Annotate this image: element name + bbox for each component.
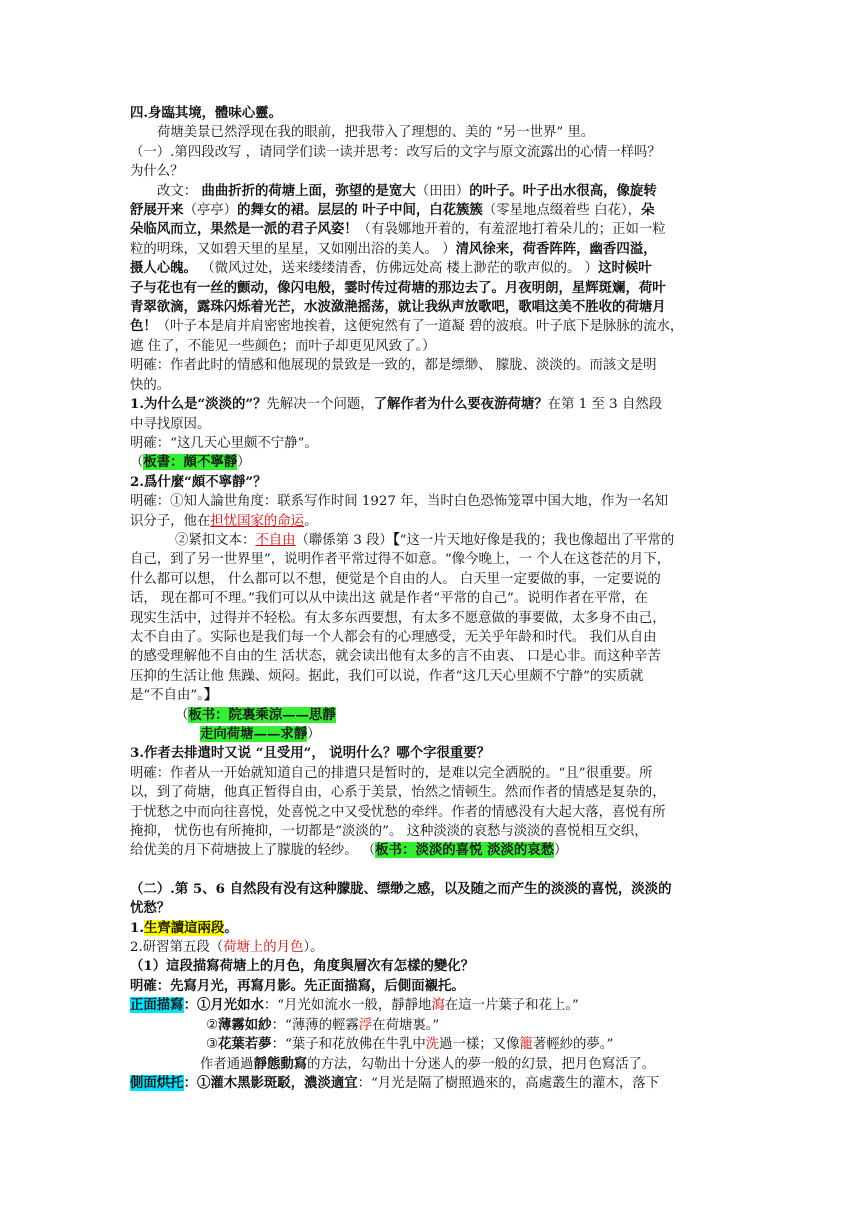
text-line [130, 880, 735, 899]
text-segment: （有袅娜地开着的，有羞涩地打着朵儿的；正如一粒 [357, 222, 666, 238]
text-segment: （零星地点缀着些 白花）， [482, 203, 642, 219]
text-segment: ：“薄薄的輕霧 [271, 1017, 359, 1033]
text-segment: 明確：“这几天心里颇不宁静”。 [130, 435, 318, 451]
text-segment: 板书：淡淡的喜悦 淡淡的哀愁 [375, 842, 555, 859]
text-segment: 正面描寫 [130, 997, 184, 1014]
text-segment: 是“不自由”。 [130, 688, 204, 704]
text-segment: ：“葉子和花放佛在牛乳中 [271, 1037, 426, 1053]
text-segment: 遮 住了，不能见一些颜色；而叶子却更见风致了。） [130, 338, 436, 354]
text-line [130, 589, 735, 608]
text-segment: 2.爲什麼“頗不寧靜”？ [130, 473, 267, 490]
text-segment: 荷塘上的月色 [223, 940, 304, 956]
text-line [130, 123, 735, 142]
text-line [130, 899, 735, 918]
text-line [130, 298, 735, 317]
text-segment: 识分子，他在 [130, 513, 211, 529]
text-segment: 快的。 [130, 377, 171, 393]
text-line [130, 201, 735, 220]
text-line [130, 919, 735, 938]
text-segment: 板書：頗不寧靜 [143, 454, 238, 471]
text-segment: 青翠欲滴，露珠闪烁着光芒，水波潋滟摇荡，就让我纵声放歌吧，歌唱这美不胜收的荷塘月 [130, 299, 666, 316]
text-segment: 舒展开来 [130, 202, 184, 219]
text-segment: 太不自由了。实际也是我们每一个人都会有的心理感受，无关乎年龄和时代。 我们从自由 [130, 629, 657, 645]
text-line [130, 822, 735, 841]
text-segment: 为什么？ [130, 164, 184, 180]
text-segment: ）。 [303, 940, 324, 956]
text-segment: 什么都可以想， 什么都可以不想，便觉是个自由的人。 白天里一定要做的事，一定要说的 [130, 571, 661, 587]
text-segment: 现实生活中，过得并不轻松。有太多东西要想，有太多不愿意做的事要做，太多身不由己， [130, 610, 666, 626]
text-segment: 朵临风而立，果然是一派的君子风姿！ [130, 221, 358, 238]
text-line [130, 706, 735, 725]
text-segment: 浮 [358, 1017, 373, 1033]
text-segment: 明確：①知人論世角度：联系写作时间 1927 年，当时白色恐怖笼罩中国大地，作为一名知 [130, 494, 669, 510]
text-segment: 花葉若夢 [218, 1036, 272, 1053]
text-segment: （叶子本是肩并肩密密地挨着，这便宛然有了一道凝 碧的波痕。叶子底下是脉脉的流水， [156, 319, 684, 335]
text-line [130, 162, 735, 181]
text-segment: （亭亭） [183, 203, 238, 219]
text-line [130, 143, 735, 162]
text-segment: 瀉 [431, 998, 445, 1014]
text-segment: 灌木黑影斑駁，濃淡適宜 [210, 1074, 358, 1091]
text-segment: 忧愁？ [130, 900, 171, 917]
text-segment: 靜態動寫 [253, 1055, 308, 1072]
text-segment: 了解作者为什么要夜游荷塘？ [373, 396, 548, 413]
text-line [130, 395, 735, 414]
text-segment: 给优美的月下荷塘披上了朦胧的轻纱。 （ [130, 843, 376, 859]
text-line [130, 667, 735, 686]
text-segment: 生齊讀這兩段 [143, 919, 225, 936]
text-segment: ） [307, 727, 321, 742]
text-segment: 的感受理解他不自由的生 活状态，就会读出他有太多的言不由衷、 口是心非。而这种辛苦 [130, 649, 661, 665]
text-line [130, 512, 735, 531]
text-line [130, 1074, 735, 1093]
text-line [130, 841, 735, 860]
text-line [130, 279, 735, 298]
text-line [130, 434, 735, 453]
text-segment: ：“月光是隔了樹照過來的，高處叢生的灌木，落下 [357, 1075, 660, 1091]
text-segment: 的舞女的裙。层层的 叶子中间，白花簇簇 [237, 202, 483, 219]
text-segment: ） [554, 843, 568, 859]
text-line [130, 996, 735, 1015]
text-segment: 。 [224, 919, 238, 936]
text-line [130, 240, 735, 259]
text-segment: 摄人心魄。 [130, 260, 197, 277]
text-line [130, 628, 735, 647]
text-segment: 明確：先寫月光，再寫月影。先正面描寫，后側面襯托。 [130, 977, 465, 994]
text-segment: 色！ [130, 318, 157, 335]
text-line [130, 259, 735, 278]
text-line [130, 415, 735, 434]
text-line [130, 317, 735, 336]
text-segment: 月光如水 [210, 997, 264, 1014]
text-segment: 籠 [519, 1037, 533, 1053]
document-page [130, 104, 735, 1093]
text-segment: 在荷塘裏。” [372, 1017, 440, 1033]
text-line [130, 1016, 735, 1035]
text-segment: 的方法，勾勒出十分迷人的夢一般的幻景，把月色寫活了。 [307, 1056, 656, 1072]
text-segment: 走向荷塘——求靜 [200, 726, 308, 742]
text-segment: （二）.第 5、6 自然段有没有这种朦胧、缥缈之感，以及随之而产生的淡淡的喜悦，淡淡的 [130, 880, 672, 897]
text-line [130, 182, 735, 201]
text-line [130, 356, 735, 375]
text-line [130, 686, 735, 705]
text-line [130, 550, 735, 569]
text-segment: （ [130, 455, 144, 471]
text-line [130, 492, 735, 511]
text-segment: 在這一片葉子和花上。” [444, 998, 579, 1014]
text-segment: 的叶子。叶子出水很高，像旋转 [469, 182, 657, 199]
text-segment: 作者通過 [200, 1056, 254, 1072]
text-line [130, 104, 735, 123]
text-segment: ② [206, 1017, 219, 1033]
text-line [130, 1035, 735, 1054]
text-segment: （ [175, 707, 189, 723]
text-segment: 洗 [425, 1037, 440, 1053]
text-segment: 清风徐来，荷香阵阵，幽香四溢， [455, 240, 657, 257]
text-segment: 担忧国家的命运 [210, 513, 305, 529]
text-segment: 1.为什么是“淡淡的”？ [130, 396, 267, 413]
text-line [130, 861, 735, 880]
text-segment: ：① [183, 1074, 211, 1091]
text-segment: 著輕紗的夢。” [532, 1037, 614, 1053]
text-segment: 明確：作者此时的情感和他展现的景致是一致的，都是缥缈、 朦胧、淡淡的。而該文是明 [130, 358, 657, 374]
text-segment: 朵 [641, 202, 655, 219]
text-line [130, 938, 735, 957]
text-segment: 以，到了荷塘，他真正暂得自由，心系于美景，怡然之情顿生。然而作者的情感是复杂的， [130, 785, 666, 801]
text-segment: 3.作者去排遣时又说 “且受用”， 说明什么？哪个字很重要？ [130, 745, 491, 762]
text-segment: 掩抑， 忧伤也有所掩抑，一切都是“淡淡的”。 这种淡淡的哀愁与淡淡的喜悦相互交织， [130, 824, 648, 840]
text-segment: 過一樣；又像 [439, 1037, 520, 1053]
text-line [130, 473, 735, 492]
text-line [130, 803, 735, 822]
text-segment: “这一片天地好像是我的；我也像超出了平常的 [399, 532, 675, 548]
text-segment: 曲曲折折的荷塘上面，弥望的是宽大 [201, 182, 416, 199]
text-line [130, 783, 735, 802]
text-line [130, 977, 735, 996]
text-segment: ：① [183, 997, 211, 1014]
text-segment: 側面烘托 [130, 1074, 184, 1091]
text-segment: （一）.第四段改写 ，请同学们读一读并思考：改写后的文字与原文流露出的心情一样吗？ [130, 144, 661, 160]
text-segment: 四.身臨其境，體味心靈。 [130, 105, 282, 121]
text-segment: 这时候叶 [598, 260, 652, 277]
text-segment: ） [237, 455, 251, 471]
text-line [130, 220, 735, 239]
text-line [130, 376, 735, 395]
text-segment: 话， 现在都可不理。”我们可以从中读出这 就是作者“平常的自己”。说明作者在平常，在 [130, 591, 648, 607]
text-line [130, 647, 735, 666]
text-line [130, 725, 735, 744]
text-segment: （微风过处，送来缕缕清香，仿佛远处高 楼上渺茫的歌声似的。 ） [196, 261, 599, 277]
text-segment: 1. [130, 919, 144, 936]
text-segment: （田田） [415, 183, 470, 199]
text-segment: 荷塘美景已然浮现在我的眼前，把我带入了理想的、美的 “另一世界” 里。 [157, 125, 595, 141]
text-segment: 2.研習第五段（ [130, 940, 224, 956]
text-line [130, 531, 735, 550]
text-line [130, 609, 735, 628]
text-segment: （1）這段描寫荷塘上的月色，角度與層次有怎樣的變化？ [130, 958, 475, 975]
text-segment: 明確：作者从一开始就知道自己的排遣只是暂时的，是难以完全洒脱的。“且”很重要。所 [130, 765, 653, 781]
text-segment: 板书：院裏乘涼——思靜 [188, 706, 336, 723]
text-segment: 先解决一个问题， [266, 397, 374, 413]
text-segment: 。 [304, 513, 318, 529]
text-segment: ③ [206, 1037, 219, 1053]
text-line [130, 1055, 735, 1074]
text-line [130, 764, 735, 783]
text-segment: 改文： [157, 183, 202, 199]
text-segment: 子与花也有一丝的颤动，像闪电般，霎时传过荷塘的那边去了。月夜明朗，星辉斑斓，荷叶 [130, 279, 666, 296]
text-line [130, 337, 735, 356]
text-segment: ：“月光如流水一般，靜靜地 [263, 998, 432, 1014]
text-segment: ②紧扣文本： [175, 532, 256, 548]
text-segment: 】 [203, 687, 218, 704]
text-segment: 中寻找原因。 [130, 416, 211, 432]
text-line [130, 453, 735, 472]
text-segment: 自己，到了另一世界里”，说明作者平常过得不如意。“像今晚上，一 个人在这苍茫的月下， [130, 552, 671, 568]
text-line [130, 957, 735, 976]
text-segment: 薄霧如紗 [218, 1016, 272, 1033]
text-line [130, 570, 735, 589]
text-segment: 粒的明珠，又如碧天里的星星，又如刚出浴的美人。 ） [130, 241, 456, 257]
text-line [130, 744, 735, 763]
text-segment: 压抑的生活让他 焦躁、烦闷。据此，我们可以说，作者“这几天心里颇不宁静”的实质就 [130, 668, 644, 684]
text-segment: 【 [392, 531, 400, 548]
text-segment: 不自由 [255, 532, 296, 548]
text-segment: 于忧愁之中而向往喜悦，处喜悦之中又受忧愁的牵绊。作者的情感没有大起大落，喜悦有所 [130, 804, 666, 820]
text-segment: 在第 1 至 3 自然段 [547, 397, 663, 413]
text-segment: （聯係第 3 段） [295, 532, 393, 548]
